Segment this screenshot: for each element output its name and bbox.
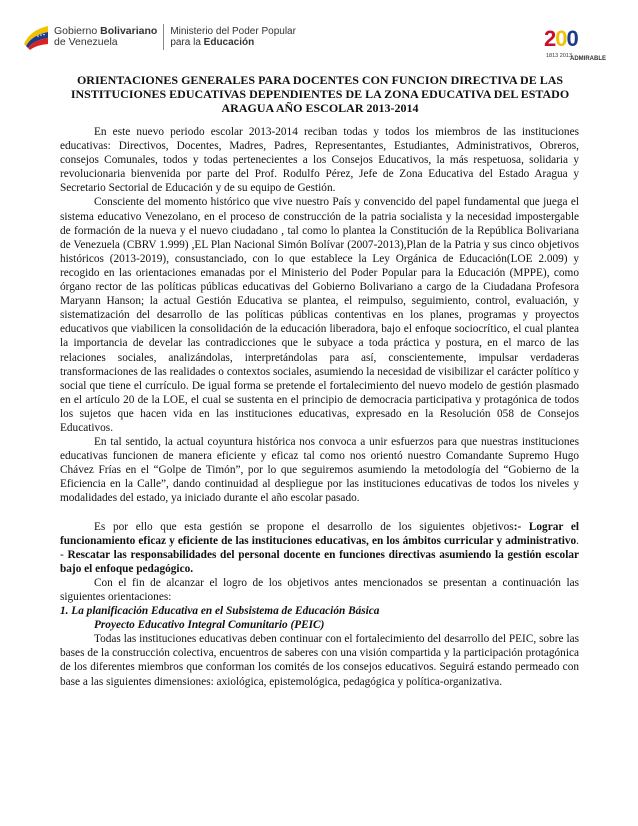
- bicentennial-years: 1813 2013: [546, 53, 572, 59]
- letterhead: [22, 24, 622, 68]
- paragraph-welcome: En este nuevo periodo escolar 2013-2014 reciban todas y todos los miembros de las instituciones educativas: Directivos, Docentes, Madres, Padres, Representantes, Estudiantes, Administrativos, Obreros, consejos Comunales, todos y todas pertenecientes a los Consejos Educativos, la más respetuosa, solidaria y revolucionaria bienvenida por parte del Prof. Rodulfo Pérez, Jefe de Zona Educativa del Estado Aragua y Secretario Sectorial de Educación y de su equipo de Gestión.: [60, 126, 579, 195]
- paragraph-coyuntura: En tal sentido, la actual coyuntura histórica nos convoca a unir esfuerzos para que nuestras instituciones educativas funcionen de manera eficiente y eficaz tal como nos orientó nuestro Comandante Supremo Hugo Chávez Frías en el “Golpe de Timón”, por lo que seguiremos asumiendo la metodología del “Gobierno de la Eficiencia en la Calle”, dando continuidad al despliegue por las instituciones educativas de todos los niveles y modalidades del estado, ya iniciado durante el año escolar pasado.: [60, 436, 579, 505]
- paragraph-gap: [60, 506, 579, 520]
- bicentennial-word: ADMIRABLE: [570, 56, 606, 62]
- bicentennial-number: 200: [544, 26, 578, 51]
- section-subheading-peic: Proyecto Educativo Integral Comunitario (PEIC): [94, 619, 325, 632]
- paragraph-peic: Todas las instituciones educativas deben continuar con el fortalecimiento del desarrollo del PEIC, sobre las bases de la construcción colectiva, encuentros de saberes con una visión compartida y la participación protagónica de los diferentes miembros que conforman los comités de los consejos educativos. Seguirá estando permeado con base a las siguientes dimensiones: axiológica, epistemológica, pedagógica y política-organizativa.: [60, 633, 579, 688]
- paragraph-context: Consciente del momento histórico que vive nuestro País y convencido del papel fundamental que juega el sistema educativo Venezolano, en el proceso de construcción de la patria socialista y la necesidad impostergable de formación de la nueva y el nuevo ciudadano , tal como lo plantea la Constitución de la República Bolivariana de Venezuela (CBRV 1.999) ,EL Plan Nacional Simón Bolívar (2007-2013),Plan de la Patria y sus cinco objetivos históricos (2013-2019), consustanciado, con lo que establece la Ley Orgánica de Educación(LOE 2.009) y recogido en las orientaciones emanadas por el Ministerio del Poder Popular para la Educación (MPPE), como órgano rector de las políticas públicas educativas del Gobierno Bolivariano a cargo de la Ciudadana Profesora Maryann Hanson; la actual Gestión Educativa se plantea, el reimpulso, seguimiento, control, evaluación, y sistematización del desarrollo de las políticas públicas contentivas en los planes, programas y proyectos educativos que viabilicen la consolidación de la educación liberadora, bajo el enfoque sociocrítico, el cual plantea la importancia de develar las contradicciones que le subyace a toda práctica y postura, en el marco de las relaciones sociales, analizándolas, interpretándolas para así, conscientemente, impulsar verdaderas transformaciones de las realidades o contextos sociales, asumiendo la necesidad de visibilizar el carácter político y social que tiene el currículo. De igual forma se pretende el fortalecimiento del nuevo modelo de gestión plasmado en el artículo 20 de la LOE, el cual se sustenta en el principio de democracia participativa y protagónica de todos los sujetos que hacen vida en las instituciones educativas, expresado en la Resolución 058 de Consejos Educativos.: [60, 196, 579, 434]
- document-title: ORIENTACIONES GENERALES PARA DOCENTES CON FUNCION DIRECTIVA DE LAS INSTITUCIONES EDUCATIVAS DEPENDIENTES DE LA ZONA EDUCATIVA DEL ESTADO ARAGUA AÑO ESCOLAR 2013-2014: [70, 73, 570, 115]
- venezuela-flag-icon: [22, 24, 50, 50]
- document-body: [60, 125, 579, 689]
- bicentennial-logo: [542, 24, 622, 66]
- header-divider: [163, 24, 164, 50]
- paragraph-orientations: Con el fin de alcanzar el logro de los objetivos antes mencionados se presentan a continuación las siguientes orientaciones:: [60, 576, 579, 603]
- section-heading-1: 1. La planificación Educativa en el Subsistema de Educación Básica: [60, 605, 380, 618]
- paragraph-objectives: Es por ello que esta gestión se propone el desarrollo de los siguientes objetivos:- Lograr el funcionamiento eficaz y eficiente de las instituciones educativas, en los ámbitos curricular y administrativo. - Rescatar las responsabilidades del personal docente en funciones directivas asumiendo la gestión escolar bajo el enfoque pedagógico.: [60, 520, 580, 575]
- government-logo: [22, 24, 296, 50]
- government-name: Gobierno Bolivariano de Venezuela: [54, 25, 158, 48]
- ministry-name: Ministerio del Poder Popular para la Educación: [170, 26, 296, 48]
